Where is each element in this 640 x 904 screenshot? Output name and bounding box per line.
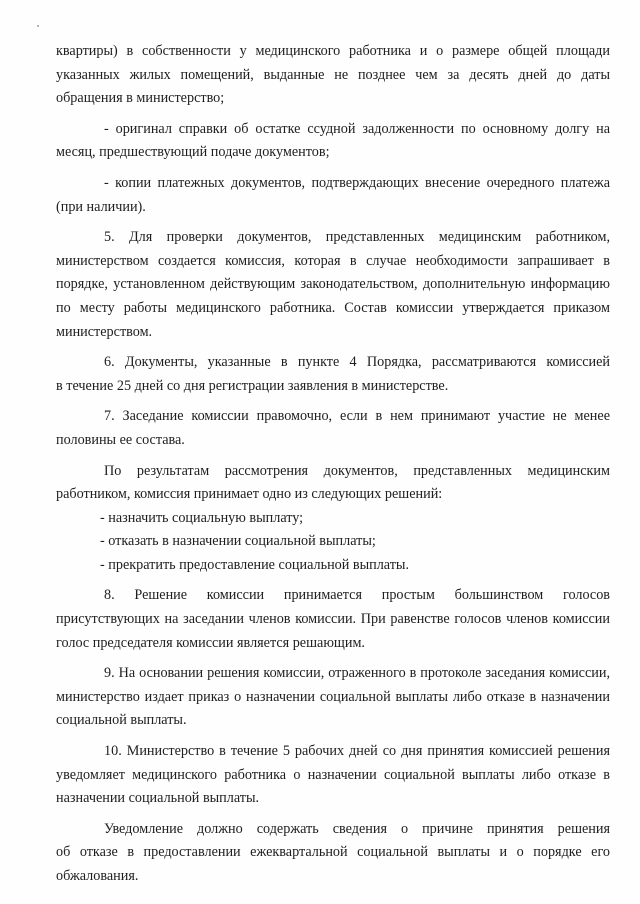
text-line: указанных жилых помещений, выданные не позднее чем за десять дней до даты <box>56 66 610 83</box>
decision-list-item: - отказать в назначении социальной выплаты; <box>100 533 376 550</box>
decision-list-item: - прекратить предоставление социальной выплаты. <box>100 556 410 573</box>
text-line: по месту работы медицинского работника. Состав комиссии утверждается приказом <box>56 299 610 316</box>
scan-artifact-dot <box>37 25 39 27</box>
document-body <box>56 40 610 889</box>
paragraph-list-item <box>56 172 610 219</box>
text-line: 6. Документы, указанные в пункте 4 Порядка, рассматриваются комиссией <box>104 354 610 371</box>
text-line: в течение 25 дней со дня регистрации заявления в министерстве. <box>56 377 449 394</box>
text-line: месяц, предшествующий подаче документов; <box>56 144 330 161</box>
paragraph-list-item <box>56 118 610 165</box>
decision-list <box>56 507 610 578</box>
text-line: (при наличии). <box>56 198 146 215</box>
text-line: обжалования. <box>56 868 139 884</box>
paragraph-item-6 <box>56 351 610 398</box>
text-line: 8. Решение комиссии принимается простым большинством голосов <box>104 587 610 604</box>
text-line: министерство издает приказ о назначении социальной выплаты либо отказе в назначении <box>56 688 610 705</box>
text-line: уведомляет медицинского работника о назначении социальной выплаты либо отказе в <box>56 766 610 783</box>
text-line: присутствующих на заседании членов комиссии. При равенстве голосов членов комиссии <box>56 611 610 628</box>
text-line: обращения в министерство; <box>56 90 225 107</box>
paragraph-continuation <box>56 40 610 111</box>
paragraph-item-8 <box>56 584 610 655</box>
paragraph-item-9 <box>56 662 610 733</box>
text-line: 5. Для проверки документов, представленных медицинским работником, <box>104 229 610 246</box>
paragraph-decisions-intro <box>56 460 610 507</box>
text-line: порядке, установленном действующим законодательством, дополнительную информацию <box>56 276 610 293</box>
text-line: министерством создается комиссия, которая в случае необходимости запрашивает в <box>56 252 610 269</box>
text-line: квартиры) в собственности у медицинского работника и о размере общей площади <box>56 43 610 59</box>
text-line: назначении социальной выплаты. <box>56 790 260 807</box>
decision-list-item: - назначить социальную выплату; <box>100 509 304 526</box>
paragraph-item-10 <box>56 740 610 811</box>
text-line: 7. Заседание комиссии правомочно, если в нем принимают участие не менее <box>104 408 610 425</box>
text-line: Уведомление должно содержать сведения о причине принятия решения <box>104 820 610 837</box>
text-line: По результатам рассмотрения документов, представленных медицинским <box>104 462 610 479</box>
text-line: работником, комиссия принимает одно из следующих решений: <box>56 486 443 503</box>
text-line: социальной выплаты. <box>56 712 187 729</box>
paragraph-item-5 <box>56 226 610 344</box>
text-line: половины ее состава. <box>56 431 185 448</box>
text-line: 9. На основании решения комиссии, отраженного в протоколе заседания комиссии, <box>104 665 610 682</box>
text-line: - оригинал справки об остатке ссудной задолженности по основному долгу на <box>104 120 610 137</box>
text-line: об отказе в предоставлении ежеквартальной социальной выплаты и о порядке его <box>56 844 610 861</box>
text-line: министерством. <box>56 323 153 340</box>
text-line: голос председателя комиссии является решающим. <box>56 634 365 651</box>
paragraph-item-7 <box>56 405 610 452</box>
text-line: - копии платежных документов, подтверждающих внесение очередного платежа <box>104 174 610 191</box>
paragraph-notification <box>56 818 610 889</box>
text-line: 10. Министерство в течение 5 рабочих дней со дня принятия комиссией решения <box>104 743 610 760</box>
